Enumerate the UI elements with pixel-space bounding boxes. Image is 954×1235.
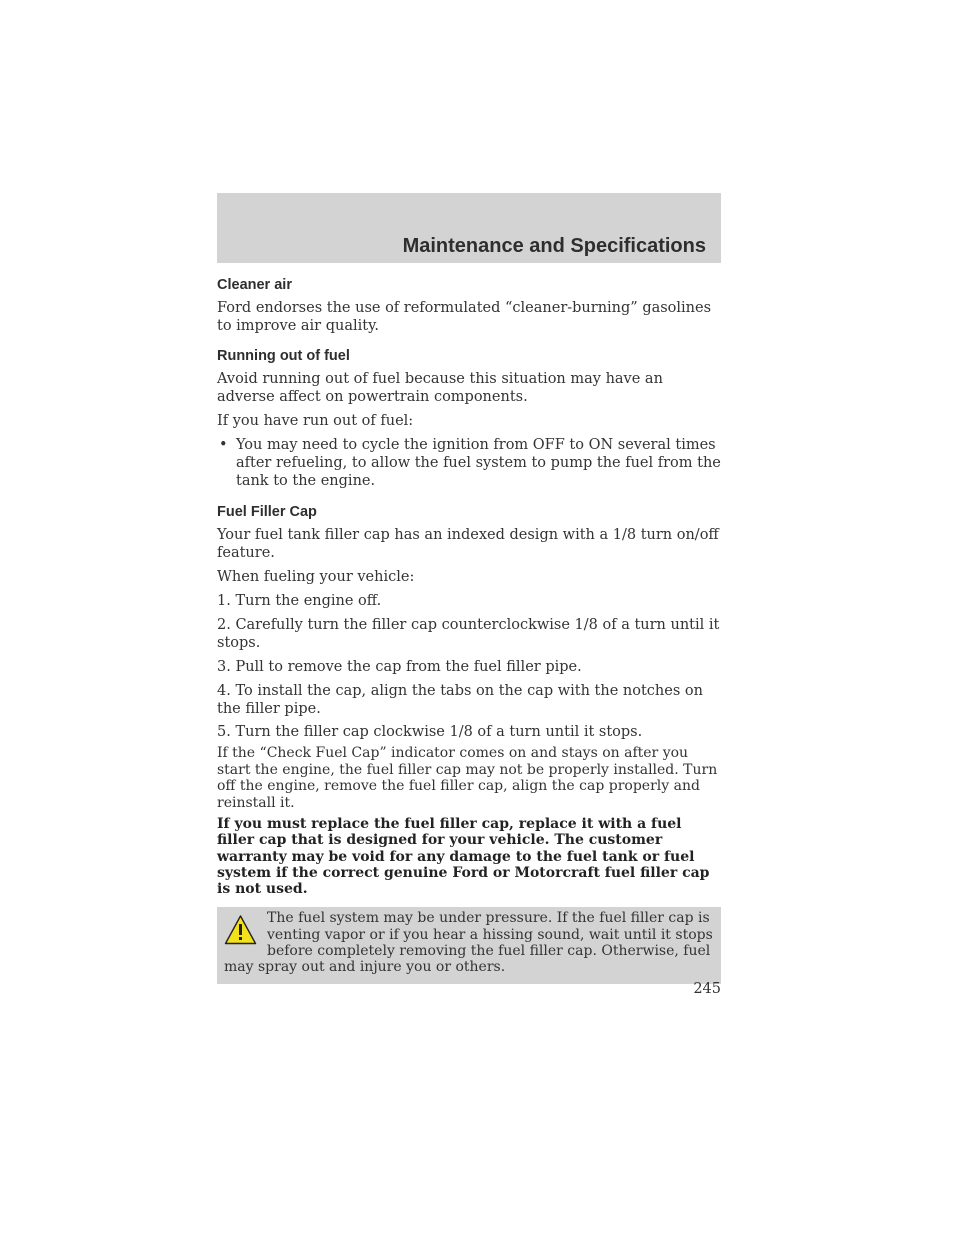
section-header-band (217, 193, 721, 263)
manual-page (217, 193, 721, 984)
heading-cleaner-air: Cleaner air (217, 277, 292, 293)
bullet-dot: • (219, 437, 228, 453)
paragraph-check-fuel-cap: If the “Check Fuel Cap” indicator comes on and stays on after you start the engine, the fuel filler cap may not be properly installed. Turn off the engine, remove the fuel filler cap, align the cap properly and reinstall it. (217, 745, 718, 811)
bullet-item (217, 436, 721, 490)
step-2: 2. Carefully turn the filler cap counterclockwise 1/8 of a turn until it stops. (217, 617, 720, 651)
paragraph-running-out-1: Avoid running out of fuel because this situation may have an adverse affect on powertrain components. (217, 371, 663, 405)
warning-triangle-icon (224, 914, 257, 946)
paragraph-fuel-cap-2: When fueling your vehicle: (217, 569, 415, 585)
step-5: 5. Turn the filler cap clockwise 1/8 of a turn until it stops. (217, 724, 643, 740)
warning-box (217, 907, 721, 983)
section-title: Maintenance and Specifications (402, 235, 706, 257)
step-4: 4. To install the cap, align the tabs on the cap with the notches on the filler pipe. (217, 683, 703, 717)
paragraph-cleaner-air: Ford endorses the use of reformulated “cleaner-burning” gasolines to improve air quality. (217, 300, 712, 334)
page-number: 245 (693, 981, 721, 997)
warning-text: The fuel system may be under pressure. If the fuel filler cap is venting vapor or if you hear a hissing sound, wait until it stops before completely removing the fuel filler cap. Otherwise, fuel may spray out and injure you or others. (224, 910, 713, 976)
paragraph-replace-cap-notice: If you must replace the fuel filler cap, replace it with a fuel filler cap that is designed for your vehicle. The customer warranty may be void for any damage to the fuel tank or fuel system if the correct genuine Ford or Motorcraft fuel filler cap is not used. (217, 816, 710, 898)
step-1: 1. Turn the engine off. (217, 593, 382, 609)
step-3: 3. Pull to remove the cap from the fuel filler pipe. (217, 659, 582, 675)
heading-fuel-filler-cap: Fuel Filler Cap (217, 504, 317, 520)
paragraph-fuel-cap-1: Your fuel tank filler cap has an indexed design with a 1/8 turn on/off feature. (217, 527, 719, 561)
bullet-text: You may need to cycle the ignition from OFF to ON several times after refueling, to allow the fuel system to pump the fuel from the tank to the engine. (236, 437, 721, 489)
paragraph-running-out-2: If you have run out of fuel: (217, 413, 414, 429)
heading-running-out-of-fuel: Running out of fuel (217, 348, 350, 364)
